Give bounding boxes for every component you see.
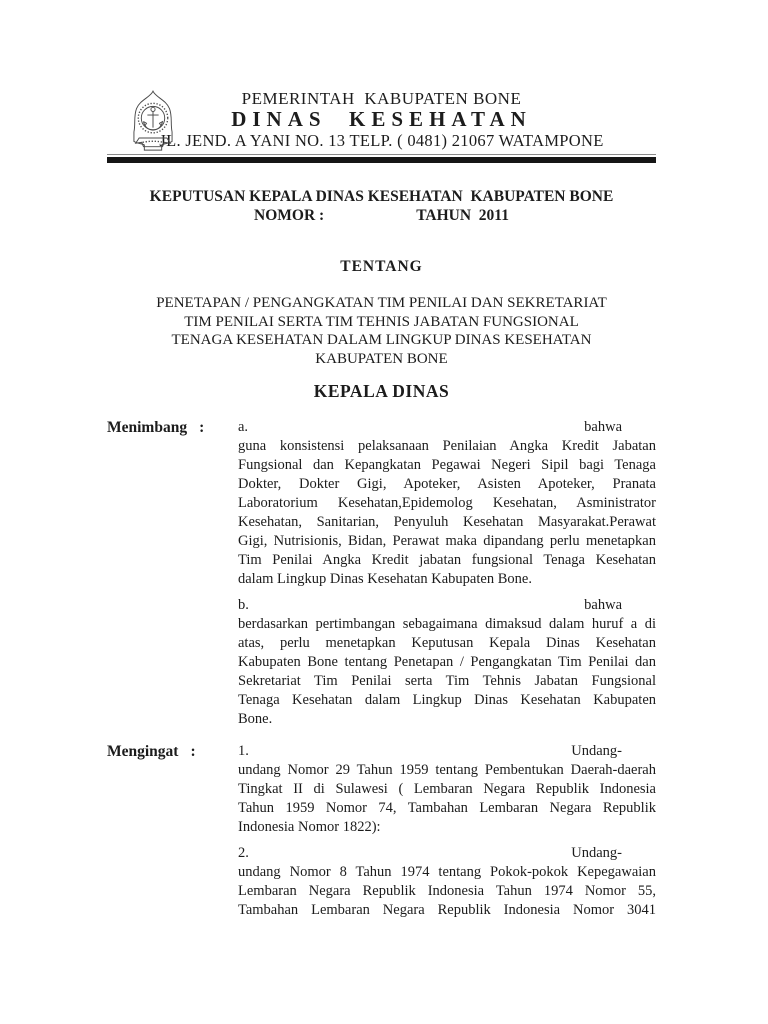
decree-title <box>107 187 656 225</box>
text-line: berdasarkan pertimbangan sebagaimana dimaksud dalam huruf a di <box>238 616 656 632</box>
item-b-lead-word: bahwa <box>584 597 622 613</box>
section-menimbang <box>107 418 656 729</box>
government-name: PEMERINTAH KABUPATEN BONE <box>241 89 522 108</box>
decree-title-line: KEPUTUSAN KEPALA DINAS KESEHATAN KABUPATEN BONE <box>149 188 614 205</box>
text-line: TIM PENILAI SERTA TIM TEHNIS JABATAN FUNGSIONAL <box>184 313 579 330</box>
text-line: PENETAPAN / PENGANGKATAN TIM PENILAI DAN SEKRETARIAT <box>156 295 607 311</box>
item-1-first-line <box>238 742 656 761</box>
letterhead-rule-thin <box>107 154 656 155</box>
text-line: Sekretariat Tim Penilai serta Tim Tehnis Jabatan Fungsional <box>238 673 656 689</box>
item-b-marker: b. <box>238 597 249 613</box>
item-a-body <box>238 437 656 570</box>
menimbang-colon: : <box>199 419 205 436</box>
item-1-body <box>238 761 656 818</box>
item-1-last-line: Indonesia Nomor 1822): <box>238 819 381 835</box>
agency-address: JL. JEND. A YANI NO. 13 TELP. ( 0481) 21067 WATAMPONE <box>159 131 604 150</box>
menimbang-items <box>238 418 656 729</box>
item-b-body <box>238 615 656 710</box>
agency-name: DINAS KESEHATAN <box>231 107 532 131</box>
item-2-lead-word: Undang- <box>571 845 622 861</box>
text-line: undang Nomor 8 Tahun 1974 tentang Pokok-pokok Kepegawaian <box>238 864 656 880</box>
item-2-marker: 2. <box>238 845 249 861</box>
text-line: Kesehatan, Sanitarian, Penyuluh Kesehatan Masyarakat.Perawat <box>238 514 656 530</box>
tentang-heading: TENTANG <box>340 258 423 275</box>
item-b-last-line: Bone. <box>238 711 273 727</box>
text-line: Kabupaten Bone tentang Penetapan / Pengangkatan Tim Penilai dan <box>238 654 656 670</box>
text-line: Tambahan Lembaran Negara Republik Indonesia Nomor 3041 <box>238 902 656 918</box>
mengingat-label-text: Mengingat <box>107 743 179 760</box>
text-line: Gigi, Nutrisionis, Bidan, Perawat maka dipandang perlu menetapkan <box>238 533 656 549</box>
letterhead <box>107 90 656 163</box>
text-line: Tim Penilai Angka Kredit jabatan fungsional Tenaga Kesehatan <box>238 552 656 568</box>
mengingat-colon: : <box>190 743 196 760</box>
item-b-first-line <box>238 596 656 615</box>
text-line: KABUPATEN BONE <box>315 350 448 367</box>
decree-number-row <box>107 206 656 225</box>
text-line: Dokter, Dokter Gigi, Apoteker, Asisten Apoteker, Pranata <box>238 476 656 492</box>
text-line: Fungsional dan Kepangkatan Pegawai Negeri Sipil bagi Tenaga <box>238 457 656 473</box>
item-a-marker: a. <box>238 419 249 435</box>
legal-basis-item-1 <box>238 742 656 837</box>
legal-basis-item-2 <box>238 844 656 920</box>
text-line: Tenaga Kesehatan dalam Lingkup Dinas Kesehatan Kabupaten <box>238 692 656 708</box>
item-a-first-line <box>238 418 656 437</box>
text-line: guna konsistensi pelaksanaan Penilaian Angka Kredit Jabatan <box>238 438 656 454</box>
item-1-marker: 1. <box>238 743 249 759</box>
text-line: Lembaran Negara Republik Indonesia Tahun 1974 Nomor 55, <box>238 883 656 899</box>
text-line: atas, perlu menetapkan Keputusan Kepala Dinas Kesehatan <box>238 635 656 651</box>
item-a-last-line: dalam Lingkup Dinas Kesehatan Kabupaten Bone. <box>238 571 532 587</box>
text-line: undang Nomor 29 Tahun 1959 tentang Pembentukan Daerah-daerah <box>238 762 656 778</box>
mengingat-items <box>238 742 656 920</box>
decree-subject <box>107 294 656 368</box>
text-line: Laboratorium Kesehatan,Epidemolog Kesehatan, Asministrator <box>238 495 656 511</box>
nomor-label: NOMOR : <box>254 207 325 224</box>
section-mengingat <box>107 742 656 920</box>
item-1-lead-word: Undang- <box>571 743 622 759</box>
text-line: Tahun 1959 Nomor 74, Tambahan Lembaran Negara Republik <box>238 800 656 816</box>
item-2-first-line <box>238 844 656 863</box>
item-a-lead-word: bahwa <box>584 419 622 435</box>
consideration-item-b <box>238 596 656 729</box>
text-line: TENAGA KESEHATAN DALAM LINGKUP DINAS KESEHATAN <box>171 332 592 348</box>
letterhead-text <box>107 90 656 150</box>
menimbang-label-text: Menimbang <box>107 419 188 436</box>
consideration-item-a <box>238 418 656 589</box>
bone-regency-emblem-icon <box>127 89 179 161</box>
letterhead-rule-thick <box>107 157 656 163</box>
tahun-label: TAHUN 2011 <box>416 207 509 224</box>
menimbang-label <box>107 418 238 729</box>
item-2-body <box>238 863 656 920</box>
page-content <box>107 0 656 920</box>
issuer-heading: KEPALA DINAS <box>313 381 450 401</box>
text-line: Tingkat II di Sulawesi ( Lembaran Negara Republik Indonesia <box>238 781 656 797</box>
mengingat-label <box>107 742 238 920</box>
